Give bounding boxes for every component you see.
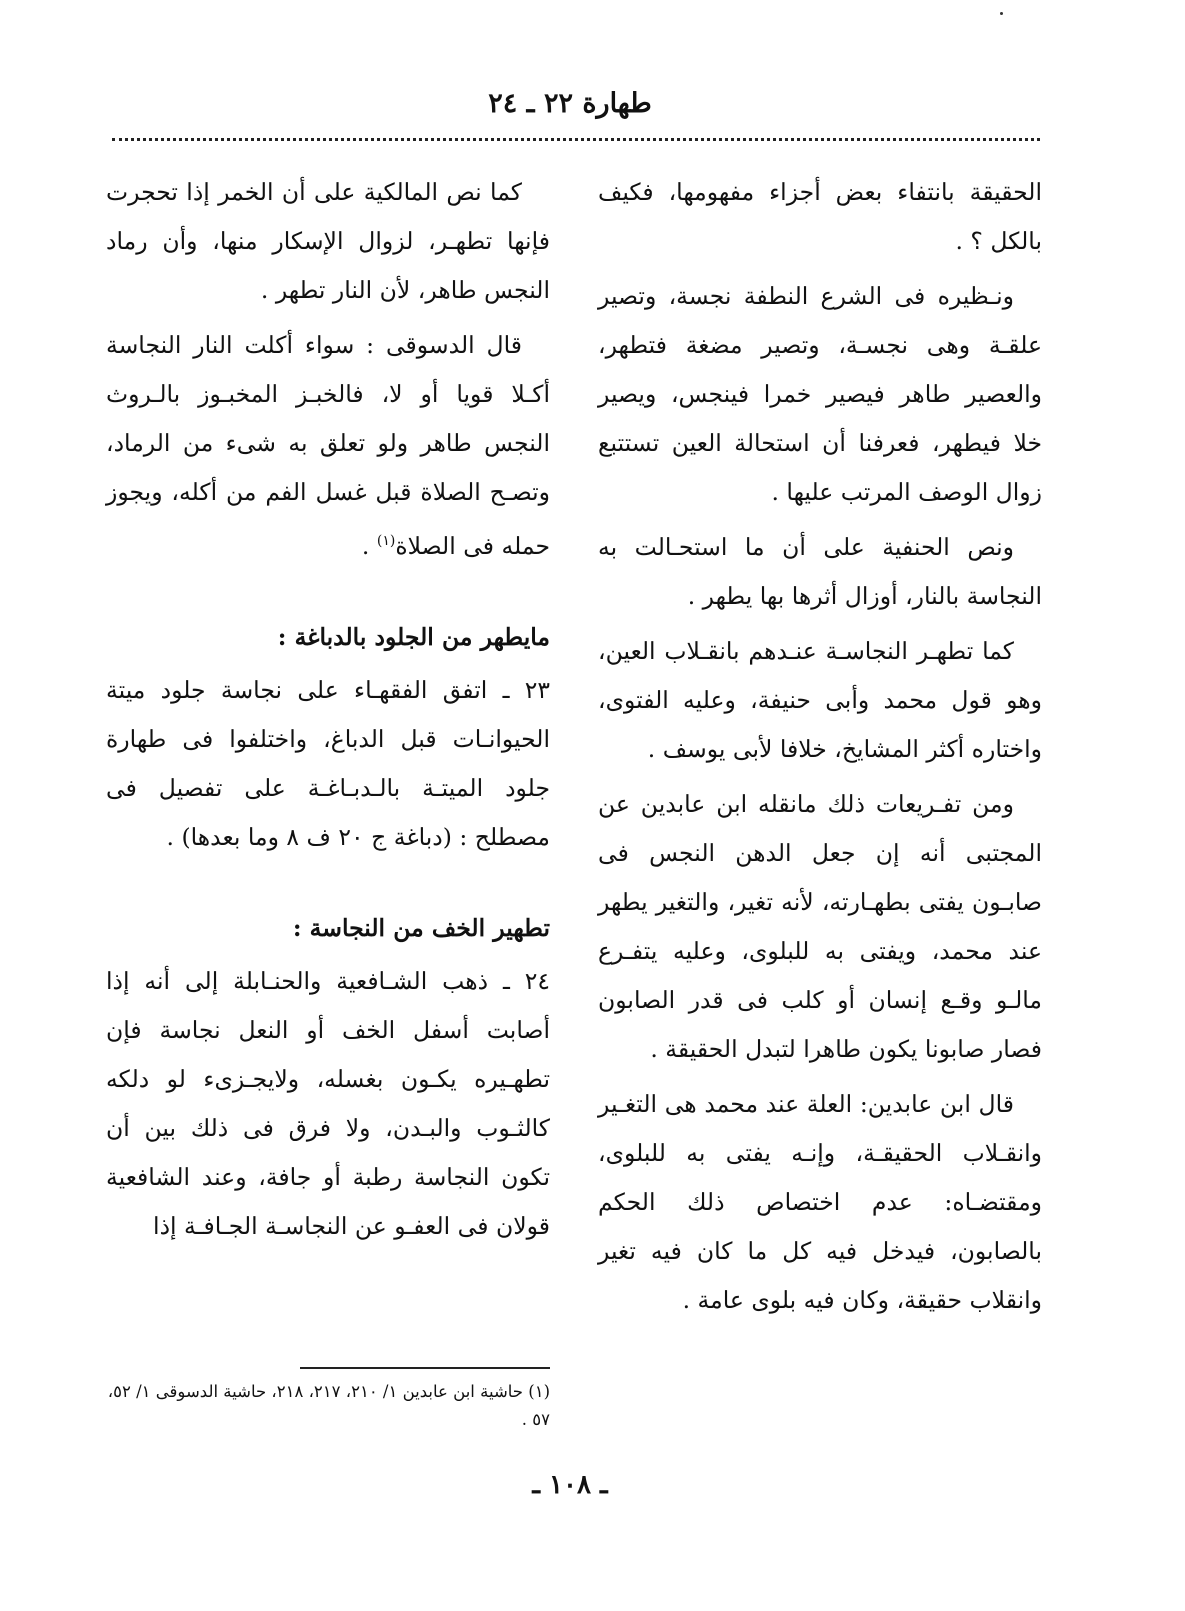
paragraph-23: ٢٣ ـ اتفق الفقهـاء على نجاسة جلود ميتة الحيوانـات قبل الدباغ، واختلفوا فى طهارة جلود الميتـة بالـدبـاغـة على تفصيل فى مصطلح : (دباغة ج ٢٠ ف ٨ وما بعدها) .	[106, 675, 550, 851]
header-dotted-rule	[112, 138, 1040, 141]
spacer	[106, 868, 550, 904]
spacer	[106, 577, 550, 613]
footnote-marker: (١)	[376, 533, 396, 549]
paragraph: الحقيقة بانتفاء بعض أجزاء مفهومها، فكيف بالكل ؟ .	[598, 178, 1042, 255]
page-number: ـ ١٠٨ ـ	[532, 1470, 608, 1500]
running-header: طهارة ٢٢ ـ ٢٤	[488, 88, 652, 119]
footnote-rule	[300, 1367, 550, 1369]
scan-speck	[1000, 12, 1003, 15]
paragraph: ونـظيره فى الشرع النطفة نجسة، وتصير علقـة وهى نجسـة، وتصير مضغة فتطهر، والعصير طاهر فيصير خمرا فينجس، ويصير خلا فيطهر، فعرفنا أن استحالة العين تستتبع زوال الوصف المرتب عليها .	[598, 282, 1042, 506]
paragraph: ونص الحنفية على أن ما استحـالت به النجاسة بالنار، أوزال أثرها بها يطهر .	[598, 533, 1042, 610]
paragraph: كما تطهـر النجاسـة عنـدهم بانقـلاب العين، وهو قول محمد وأبى حنيفة، وعليه الفتوى، واختاره أكثر المشايخ، خلافا لأبى يوسف .	[598, 637, 1042, 763]
paragraph-with-footnote	[106, 321, 550, 571]
paragraph-24: ٢٤ ـ ذهب الشـافعية والحنـابلة إلى أنه إذا أصابت أسفل الخف أو النعل نجاسة فإن تطهـيره يكـون بغسله، ولايجـزىء لو دلكه كالثـوب والبـدن، ولا فرق فى ذلك بين أن تكون النجاسة رطبة أو جافة، وعند الشافعية قولان فى العفـو عن النجاسـة الجـافـة إذا	[106, 966, 550, 1240]
section-heading-khuff: تطهير الخف من النجاسة :	[292, 913, 550, 942]
paragraph: كما نص المالكية على أن الخمر إذا تحجرت فإنها تطهـر، لزوال الإسكار منها، وأن رماد النجس طاهر، لأن النار تطهر .	[106, 178, 550, 304]
footnote: (١) حاشية ابن عابدين ١/ ٢١٠، ٢١٧، ٢١٨، حاشية الدسوقى ١/ ٥٢، ٥٧ .	[107, 1382, 550, 1429]
section-heading-tanning: مايطهر من الجلود بالدباغة :	[277, 622, 550, 651]
paragraph: قال ابن عابدين: العلة عند محمد هى التغـير وانقـلاب الحقيقـة، وإنـه يفتى به للبلوى، ومقتضـاه: عدم اختصاص ذلك الحكم بالصابون، فيدخل فيه كل ما كان فيه تغير وانقلاب حقيقة، وكان فيه بلوى عامة .	[598, 1090, 1042, 1314]
paragraph: ومن تفـريعات ذلك مانقله ابن عابدين عن المجتبى أنه إن جعل الدهن النجس فى صابـون يفتى بطهـارته، لأنه تغير، والتغير يطهر عند محمد، ويفتى به للبلوى، وعليه يتفـرع مالـو وقـع إنسان أو كلب فى قدر الصابون فصار صابونا يكون طاهرا لتبدل الحقيقة .	[598, 790, 1042, 1063]
right-column	[598, 168, 1042, 1331]
left-column	[106, 168, 550, 1257]
paragraph-end: .	[361, 531, 377, 560]
paragraph-text: قال الدسوقى : سواء أكلت النار النجاسة أكـلا قويا أو لا، فالخبـز المخبـوز بالـروث النجس طاهر ولو تعلق به شىء من الرماد، وتصـح الصلاة قبل غسل الفم من أكله، ويجوز حمله فى الصلاة	[106, 331, 550, 560]
